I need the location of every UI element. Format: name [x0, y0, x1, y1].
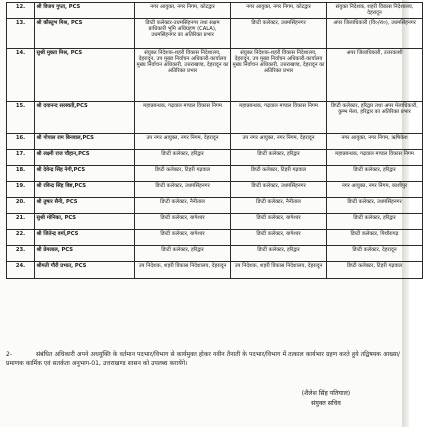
transfer-table-body — [7, 3, 423, 279]
present-post-cell: डिप्टी कलेक्टर, नैनीताल — [135, 198, 231, 214]
present-post-cell: डिप्टी कलेक्टर-उधमसिंहनगर तथा सक्षम प्राधिकारी भूमि अधिग्रहण (CALA), उधमसिंहनगर का अतिरिक्त प्रभार — [135, 19, 231, 49]
serial-cell: 17. — [7, 150, 35, 166]
transfer-from-cell: संयुक्त निदेशक-शहरी विकास निदेशालय, देहरादून, उप मुख्य निर्वाचन अधिकारी-कार्यालय मुख्य निर्वाचन अधिकारी, उत्तराखण्ड, देहरादून का अतिरिक्त प्रभार — [231, 49, 327, 102]
table-row — [7, 3, 423, 19]
present-post-cell: डिप्टी कलेक्टर, उधमसिंहनगर — [135, 182, 231, 198]
officer-name-cell: सुश्री मोनिका, PCS — [35, 214, 135, 230]
present-post-cell: संयुक्त निदेशक-शहरी विकास निदेशालय, देहरादून, उप मुख्य निर्वाचन अधिकारी-कार्यालय मुख्य निर्वाचन अधिकारी, उत्तराखण्ड, देहरादून का अतिरिक्त प्रभार — [135, 49, 231, 102]
present-post-cell: महाप्रबन्धक, गढ़वाल मण्डल विकास निगम — [135, 102, 231, 134]
serial-cell: 20. — [7, 198, 35, 214]
transfer-from-cell: नगर आयुक्त, नगर निगम, कोटद्वार — [231, 3, 327, 19]
new-posting-cell: संयुक्त निदेशक, शहरी विकास निदेशालय, देहरादून — [327, 3, 423, 19]
signatory-name: (शैलेश सिंह पतियाल) — [301, 390, 351, 397]
table-row — [7, 246, 423, 262]
table-row — [7, 198, 423, 214]
serial-cell: 19. — [7, 182, 35, 198]
officer-name-cell: श्रीमती गौरी प्रभात, PCS — [35, 262, 135, 279]
officer-name-cell: श्री रविन्द्र सिंह बिष्ट,PCS — [35, 182, 135, 198]
serial-cell: 14. — [7, 49, 35, 102]
present-post-cell: डिप्टी कलेक्टर, बागेश्वर — [135, 214, 231, 230]
new-posting-cell: महाप्रबन्धक, गढ़वाल मण्डल विकास निगम — [327, 150, 423, 166]
serial-cell: 18. — [7, 166, 35, 182]
transfer-from-cell: डिप्टी कलेक्टर, टिहरी गढ़वाल — [231, 166, 327, 182]
serial-cell: 22. — [7, 230, 35, 246]
officer-name-cell: श्री प्रेमलाल, PCS — [35, 246, 135, 262]
table-row — [7, 166, 423, 182]
new-posting-cell: अपर जिलाधिकारी (वि०/रा०), उधमसिंहनगर — [327, 19, 423, 49]
new-posting-cell: डिप्टी कलेक्टर, देहरादून — [327, 246, 423, 262]
transfer-from-cell: महाप्रबन्धक, गढ़वाल मण्डल विकास निगम — [231, 102, 327, 134]
transfer-from-cell: डिप्टी कलेक्टर, हरिद्वार — [231, 150, 327, 166]
new-posting-cell: डिप्टी कलेक्टर, हरिद्वार — [327, 214, 423, 230]
table-row — [7, 230, 423, 246]
table-row — [7, 134, 423, 150]
serial-cell: 24. — [7, 262, 35, 279]
officer-name-cell: श्री दयानन्द सरस्वती,PCS — [35, 102, 135, 134]
paragraph-number: 2- — [6, 351, 13, 358]
signature-block — [274, 389, 378, 408]
new-posting-cell: डिप्टी कलेक्टर, हरिद्वार — [327, 166, 423, 182]
new-posting-cell: अपर जिलाधिकारी, उत्तरकाशी — [327, 49, 423, 102]
table-row — [7, 102, 423, 134]
serial-cell: 21. — [7, 214, 35, 230]
officer-name-cell: श्री जितेन्द्र वर्मा,PCS — [35, 230, 135, 246]
officer-name-cell: श्री गोपाल राम बिनवाल,PCS — [35, 134, 135, 150]
new-posting-cell: डिप्टी कलेक्टर, टिहरी गढ़वाल — [327, 262, 423, 279]
transfer-from-cell: उप निदेशक, शहरी विकास निदेशालय, देहरादून — [231, 262, 327, 279]
signatory-designation: संयुक्त सचिव — [311, 399, 341, 407]
serial-cell: 12. — [7, 3, 35, 19]
present-post-cell: डिप्टी कलेक्टर, हरिद्वार — [135, 246, 231, 262]
present-post-cell: उप निदेशक, शहरी विकास निदेशालय, देहरादून — [135, 262, 231, 279]
serial-cell: 23. — [7, 246, 35, 262]
transfer-from-cell: डिप्टी कलेक्टर, बागेश्वर — [231, 230, 327, 246]
officer-name-cell: श्री लक्ष्मी राज चौहान,PCS — [35, 150, 135, 166]
transfer-from-cell: डिप्टी कलेक्टर, बागेश्वर — [231, 214, 327, 230]
transfer-table — [6, 2, 423, 279]
table-row — [7, 214, 423, 230]
present-post-cell: नगर आयुक्त, नगर निगम, कोटद्वार — [135, 3, 231, 19]
new-posting-cell: नगर आयुक्त, नगर निगम, काशीपुर — [327, 182, 423, 198]
officer-name-cell: श्री तुषार सैनी, PCS — [35, 198, 135, 214]
present-post-cell: डिप्टी कलेक्टर, टिहरी गढ़वाल — [135, 166, 231, 182]
transfer-from-cell: डिप्टी कलेक्टर, हरिद्वार — [231, 246, 327, 262]
present-post-cell: डिप्टी कलेक्टर, हरिद्वार — [135, 150, 231, 166]
officer-name-cell: श्री देवेन्द्र सिंह नेगी,PCS — [35, 166, 135, 182]
transfer-from-cell: डिप्टी कलेक्टर, उधमसिंहनगर — [231, 19, 327, 49]
table-row — [7, 19, 423, 49]
new-posting-cell: डिप्टी कलेक्टर, उधमसिंहनगर — [327, 198, 423, 214]
table-row — [7, 150, 423, 166]
table-row — [7, 262, 423, 279]
serial-cell: 15. — [7, 102, 35, 134]
new-posting-cell: नगर आयुक्त, नगर निगम, ऋषिकेश — [327, 134, 423, 150]
table-row — [7, 182, 423, 198]
new-posting-cell: डिप्टी कलेक्टर, हरिद्वार तथा अपर मेलाधिकारी, कुम्भ मेला, हरिद्वार का अतिरिक्त प्रभार — [327, 102, 423, 134]
instruction-paragraph — [6, 350, 400, 368]
new-posting-cell: डिप्टी कलेक्टर, पिथौरागढ़ — [327, 230, 423, 246]
table-row — [7, 49, 423, 102]
present-post-cell: डिप्टी कलेक्टर, बागेश्वर — [135, 230, 231, 246]
present-post-cell: उप नगर आयुक्त, नगर निगम, देहरादून — [135, 134, 231, 150]
officer-name-cell: सुश्री मुक्ता मिश्र, PCS — [35, 49, 135, 102]
paragraph-text: संबंधित अधिकारी अपने अधयुक्ति के वर्तमान पदभार/विभाग से कार्यमुक्त होकर नवीन तैनाती के पदभार/विभाग में तत्काल कार्यभार ग्रहण करते हुये तद्विषयक आख्या/प्रमाणक कार्मिक एवं सतर्कता अनुभाग-01, उत्तराखण्ड शासन को उपलब्ध करायेंगे। — [6, 351, 400, 368]
officer-name-cell: श्री कौस्तुभ मिश्र, PCS — [35, 19, 135, 49]
serial-cell: 16. — [7, 134, 35, 150]
transfer-from-cell: उप नगर आयुक्त, नगर निगम, देहरादून — [231, 134, 327, 150]
transfer-from-cell: डिप्टी कलेक्टर, उधमसिंहनगर — [231, 182, 327, 198]
officer-name-cell: श्री विजय गुप्ता, PCS — [35, 3, 135, 19]
transfer-from-cell: डिप्टी कलेक्टर, नैनीताल — [231, 198, 327, 214]
serial-cell: 13. — [7, 19, 35, 49]
